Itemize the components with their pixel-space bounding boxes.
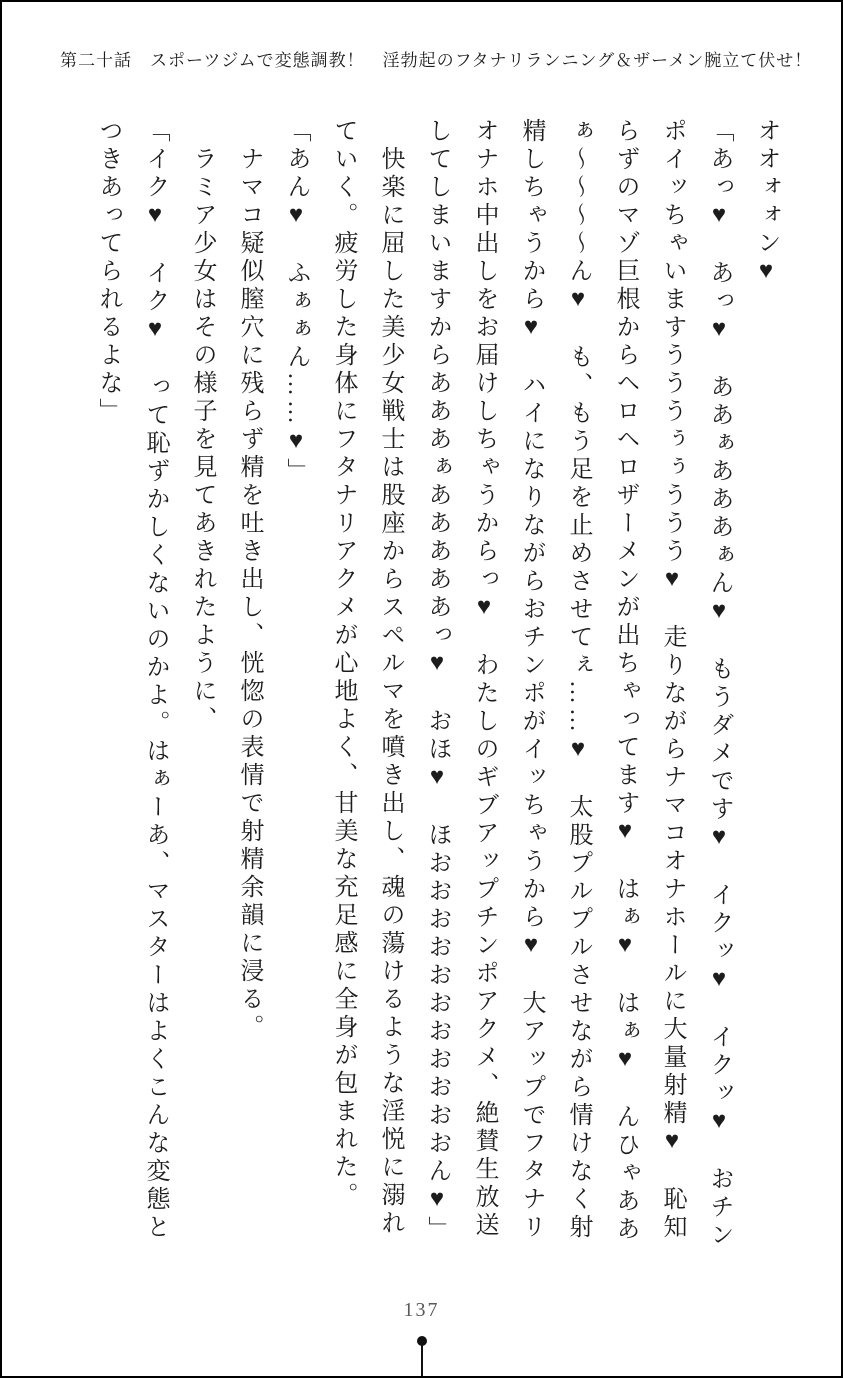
paragraph-dialogue-lamia: 「イク♥ イク♥ って恥ずかしくないのかよ。はぁーあ、マスターはよくこんな変態とつきあってられるよな」 (95, 118, 168, 1242)
footer-line-ornament (421, 1344, 423, 1376)
paragraph-narration-1: 快楽に屈した美少女戦士は股座からスペルマを噴き出し、魂の蕩けるような淫悦に溺れていく。疲労した身体にフタナリアクメが心地よく、甘美な充足感に全身が包まれた。 (330, 118, 403, 1238)
paragraph-dialogue-long: 「あっ♥ あっ♥ ああぁあああぁん♥ もうダメです♥ イクッ♥ イクッ♥ おチンポイッちゃいますうううぅぅううう♥ 走りながらナマコオナホールに大量射精♥ 恥知らずのマゾ巨根からヘロヘロザーメンが出ちゃってます♥ はぁ♥ はぁ♥ んひゃああぁ～～～～ん♥ も、もう足を止めさせてぇ……♥ 太股プルプルさせながら情けなく射精しちゃうから♥ ハイになりながらおチンポがイッちゃうから♥ 大アップでフタナリオナホ中出しをお届けしちゃうからっ♥ わたしのギブアップチンポアクメ、絶賛生放送してしまいますからあああぁあああああっ♥ おほ♥ ほおおおおおおおおおおおん♥」 (424, 118, 732, 1250)
paragraph-narration-2: ナマコ疑似膣穴に残らず精を吐き出し、恍惚の表情で射精余韻に浸る。 (236, 118, 262, 1042)
paragraph-sound-effect: オオォォン♥ (753, 118, 779, 288)
paragraph-dialogue-short: 「あん♥ ふぁぁん……♥」 (283, 118, 309, 486)
page-number: 137 (403, 1299, 440, 1321)
chapter-header: 第二十話 スポーツジムで変態調教！ 淫勃起のフタナリランニング＆ザーメン腕立て伏せ！ (60, 51, 813, 70)
paragraph-narration-3: ラミア少女はその様子を見てあきれたように、 (189, 118, 215, 734)
body-text (84, 118, 789, 1250)
